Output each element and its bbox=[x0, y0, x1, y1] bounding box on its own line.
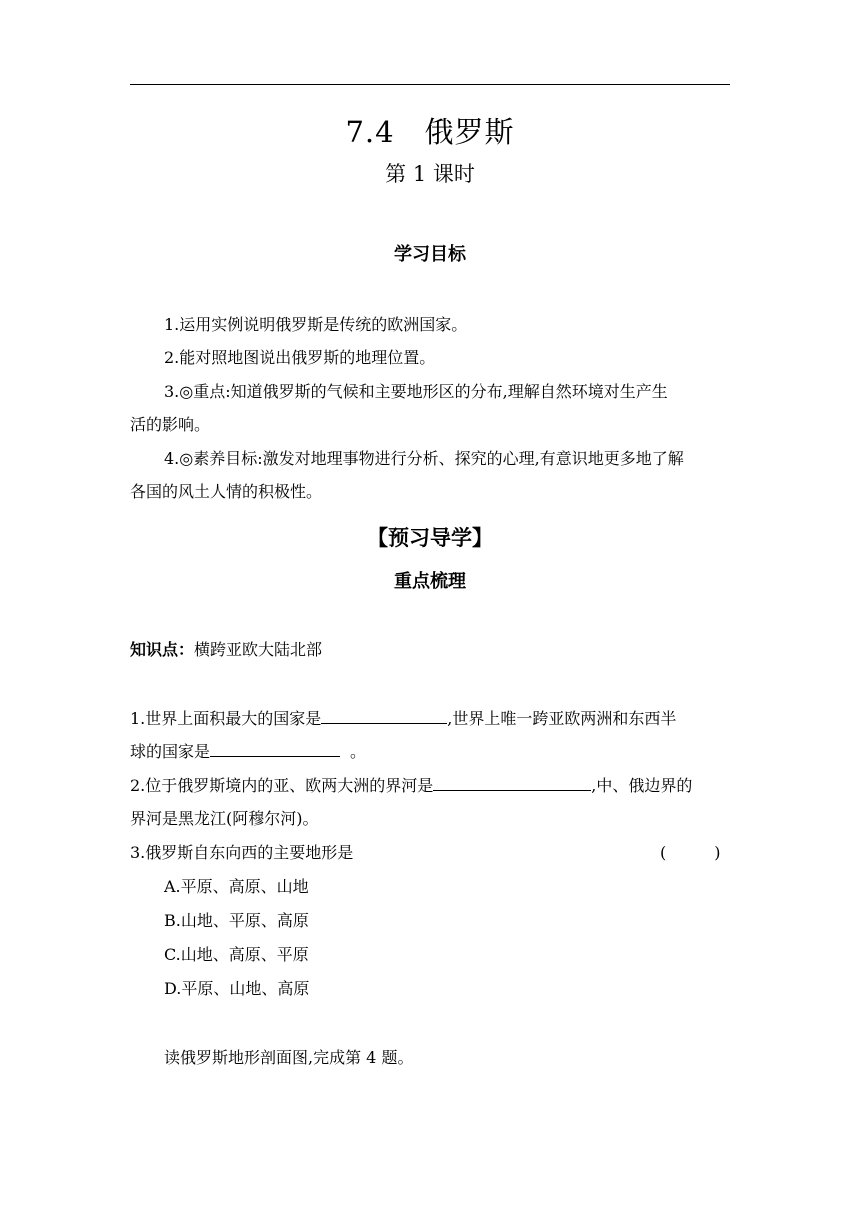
question-1-cont bbox=[130, 740, 735, 764]
knowledge-text: 横跨亚欧大陆北部 bbox=[194, 640, 323, 659]
objective-4-cont: 各国的风土人情的积极性。 bbox=[130, 482, 323, 501]
page-title: 7.4 俄罗斯 bbox=[345, 115, 515, 149]
question-1 bbox=[130, 707, 735, 731]
lesson-subtitle: 第 1 课时 bbox=[385, 162, 475, 186]
objective-1: 1.运用实例说明俄罗斯是传统的欧洲国家。 bbox=[164, 315, 468, 334]
q3-answer-paren[interactable]: ( ) bbox=[660, 843, 721, 862]
header-rule bbox=[130, 84, 730, 85]
option-c: C.山地、高原、平原 bbox=[164, 945, 309, 964]
option-b: B.山地、平原、高原 bbox=[164, 911, 309, 930]
q1-blank-1[interactable] bbox=[321, 707, 447, 724]
q1-text-b: ,世界上唯一跨亚欧两洲和东西半 bbox=[447, 709, 677, 728]
q2-blank[interactable] bbox=[433, 774, 591, 791]
preview-heading: 【预习导学】 bbox=[367, 526, 493, 550]
knowledge-label: 知识点： bbox=[130, 640, 195, 659]
q2-text-b: ,中、俄边界的 bbox=[591, 776, 693, 795]
question-2-cont: 界河是黑龙江(阿穆尔河)。 bbox=[130, 809, 319, 828]
q1-text-c: 球的国家是 bbox=[130, 742, 211, 761]
option-a: A.平原、高原、山地 bbox=[164, 877, 309, 896]
objective-3-cont: 活的影响。 bbox=[130, 415, 211, 434]
objective-3: 3.◎重点:知道俄罗斯的气候和主要地形区的分布,理解自然环境对生产生 bbox=[164, 382, 668, 401]
question-4-intro: 读俄罗斯地形剖面图,完成第 4 题。 bbox=[164, 1048, 414, 1067]
q2-text-a: 2.位于俄罗斯境内的亚、欧两大洲的界河是 bbox=[130, 776, 434, 795]
objectives-heading: 学习目标 bbox=[394, 244, 466, 265]
option-d: D.平原、山地、高原 bbox=[164, 979, 310, 998]
question-2 bbox=[130, 774, 735, 798]
q1-text-d: 。 bbox=[350, 742, 367, 761]
objective-4: 4.◎素养目标:激发对地理事物进行分析、探究的心理,有意识地更多地了解 bbox=[164, 449, 684, 468]
q1-text-a: 1.世界上面积最大的国家是 bbox=[130, 709, 322, 728]
question-3: 3.俄罗斯自东向西的主要地形是 bbox=[130, 843, 354, 862]
key-points-heading: 重点梳理 bbox=[394, 571, 466, 592]
q1-blank-2[interactable] bbox=[210, 740, 340, 757]
objective-2: 2.能对照地图说出俄罗斯的地理位置。 bbox=[164, 348, 436, 367]
knowledge-point bbox=[130, 638, 735, 662]
